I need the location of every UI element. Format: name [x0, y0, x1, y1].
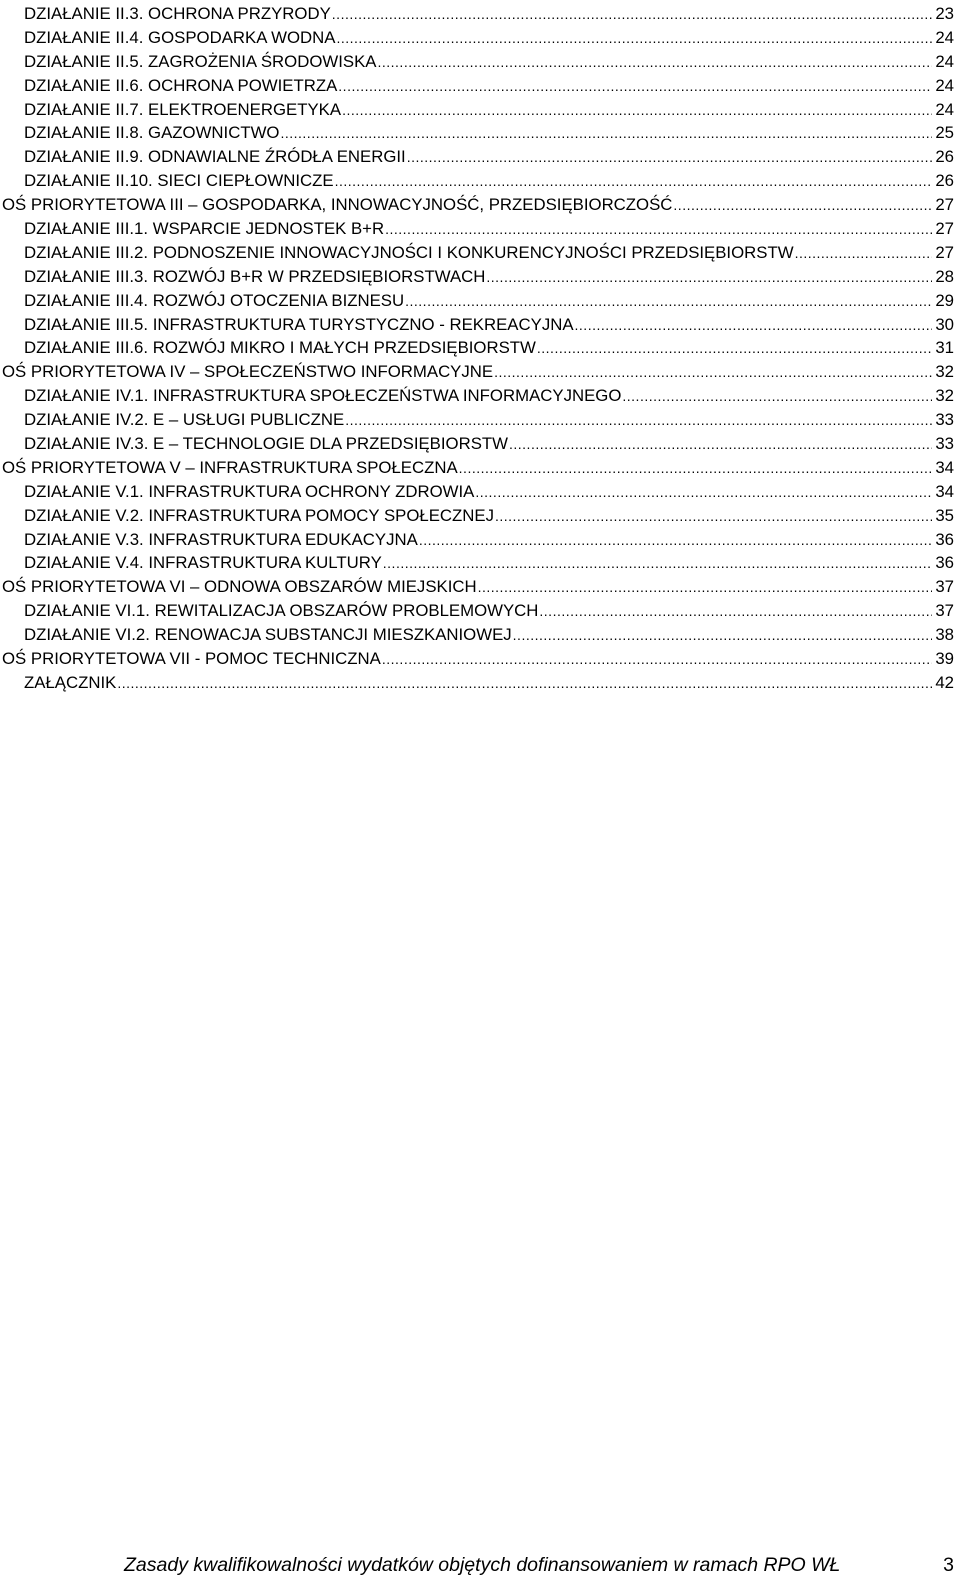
toc-dot-leader — [673, 194, 932, 218]
toc-dot-leader — [539, 600, 932, 624]
toc-dot-leader — [405, 290, 932, 314]
toc-entry-title: DZIAŁANIE III.5. INFRASTRUKTURA TURYSTYCZNO - REKREACYJNA — [24, 314, 574, 334]
toc-dot-leader — [495, 505, 932, 529]
toc-entry-page: 24 — [935, 99, 954, 119]
toc-entry-title: OŚ PRIORYTETOWA VII - POMOC TECHNICZNA — [2, 649, 381, 669]
toc-entry-title: DZIAŁANIE V.2. INFRASTRUKTURA POMOCY SPOŁECZNEJ — [24, 505, 494, 525]
toc-entry[interactable] — [2, 98, 954, 122]
page-footer — [0, 1554, 960, 1584]
toc-dot-leader — [622, 385, 932, 409]
toc-entry-title: OŚ PRIORYTETOWA V – INFRASTRUKTURA SPOŁECZNA — [2, 457, 458, 477]
toc-entry-title: DZIAŁANIE II.4. GOSPODARKA WODNA — [24, 27, 336, 47]
toc-dot-leader — [513, 624, 933, 648]
toc-entry-page: 37 — [935, 577, 954, 597]
toc-dot-leader — [342, 99, 932, 123]
toc-entry-page: 24 — [935, 27, 954, 47]
toc-entry-title: DZIAŁANIE II.5. ZAGROŻENIA ŚRODOWISKA — [24, 51, 377, 71]
toc-entry-title: DZIAŁANIE IV.3. E – TECHNOLOGIE DLA PRZEDSIĘBIORSTW — [24, 434, 508, 454]
toc-entry-page: 27 — [935, 195, 954, 215]
footer-text: Zasady kwalifikowalności wydatków objętych dofinansowaniem w ramach RPO WŁ — [124, 1554, 841, 1576]
toc-entry[interactable] — [2, 384, 954, 408]
toc-dot-leader — [537, 337, 932, 361]
toc-entry-page: 37 — [935, 601, 954, 621]
toc-entry-page: 23 — [935, 4, 954, 23]
toc-dot-leader — [459, 457, 933, 481]
toc-entry-title: DZIAŁANIE III.2. PODNOSZENIE INNOWACYJNOŚCI I KONKURENCYJNOŚCI PRZEDSIĘBIORSTW — [24, 242, 794, 262]
toc-entry[interactable] — [2, 265, 954, 289]
toc-entry-title: DZIAŁANIE II.8. GAZOWNICTWO — [24, 123, 280, 143]
toc-entry[interactable] — [2, 599, 954, 623]
toc-dot-leader — [509, 433, 932, 457]
toc-entry[interactable] — [2, 50, 954, 74]
toc-entry[interactable] — [2, 575, 954, 599]
toc-entry-title: DZIAŁANIE V.4. INFRASTRUKTURA KULTURY — [24, 553, 382, 573]
toc-dot-leader — [382, 648, 932, 672]
toc-entry[interactable] — [2, 480, 954, 504]
toc-dot-leader — [117, 672, 932, 696]
toc-entry-title: OŚ PRIORYTETOWA III – GOSPODARKA, INNOWACYJNOŚĆ, PRZEDSIĘBIORCZOŚĆ — [2, 195, 673, 215]
toc-entry[interactable] — [2, 2, 954, 26]
toc-entry-title: OŚ PRIORYTETOWA VI – ODNOWA OBSZARÓW MIEJSKICH — [2, 577, 477, 597]
toc-entry-page: 33 — [935, 434, 954, 454]
toc-entry[interactable] — [2, 671, 954, 695]
toc-dot-leader — [338, 75, 932, 99]
toc-entry[interactable] — [2, 217, 954, 241]
toc-entry-page: 34 — [935, 481, 954, 501]
toc-entry[interactable] — [2, 336, 954, 360]
toc-entry[interactable] — [2, 313, 954, 337]
toc-dot-leader — [575, 314, 933, 338]
toc-dot-leader — [377, 51, 932, 75]
toc-dot-leader — [795, 242, 933, 266]
toc-entry-page: 33 — [935, 410, 954, 430]
toc-entry[interactable] — [2, 432, 954, 456]
toc-dot-leader — [280, 122, 932, 146]
toc-entry-title: DZIAŁANIE III.4. ROZWÓJ OTOCZENIA BIZNESU — [24, 290, 405, 310]
toc-entry-page: 42 — [935, 672, 954, 692]
toc-entry-page: 38 — [935, 625, 954, 645]
toc-dot-leader — [383, 552, 933, 576]
toc-entry[interactable] — [2, 121, 954, 145]
table-of-contents — [2, 2, 954, 695]
toc-entry-title: DZIAŁANIE II.3. OCHRONA PRZYRODY — [24, 4, 331, 23]
toc-dot-leader — [407, 146, 933, 170]
toc-entry-title: DZIAŁANIE IV.2. E – USŁUGI PUBLICZNE — [24, 410, 345, 430]
toc-entry[interactable] — [2, 360, 954, 384]
toc-dot-leader — [385, 218, 932, 242]
toc-entry-title: DZIAŁANIE V.1. INFRASTRUKTURA OCHRONY ZDROWIA — [24, 481, 475, 501]
toc-dot-leader — [486, 266, 932, 290]
toc-entry[interactable] — [2, 193, 954, 217]
toc-entry-page: 25 — [935, 123, 954, 143]
toc-entry-title: DZIAŁANIE II.6. OCHRONA POWIETRZA — [24, 75, 338, 95]
toc-entry-page: 24 — [935, 51, 954, 71]
toc-entry[interactable] — [2, 26, 954, 50]
toc-entry-page: 36 — [935, 553, 954, 573]
toc-entry-title: DZIAŁANIE VI.1. REWITALIZACJA OBSZARÓW PROBLEMOWYCH — [24, 601, 539, 621]
toc-entry-title: DZIAŁANIE V.3. INFRASTRUKTURA EDUKACYJNA — [24, 529, 418, 549]
toc-dot-leader — [345, 409, 932, 433]
toc-dot-leader — [478, 576, 933, 600]
toc-entry-page: 32 — [935, 362, 954, 382]
toc-dot-leader — [494, 361, 932, 385]
toc-entry-page: 29 — [935, 290, 954, 310]
toc-entry[interactable] — [2, 551, 954, 575]
toc-entry[interactable] — [2, 169, 954, 193]
toc-entry[interactable] — [2, 647, 954, 671]
toc-entry-page: 27 — [935, 219, 954, 239]
toc-entry-page: 26 — [935, 147, 954, 167]
toc-entry[interactable] — [2, 145, 954, 169]
toc-entry-page: 34 — [935, 457, 954, 477]
toc-entry[interactable] — [2, 74, 954, 98]
toc-entry-page: 24 — [935, 75, 954, 95]
toc-dot-leader — [475, 481, 932, 505]
toc-entry-title: ZAŁĄCZNIK — [24, 672, 117, 692]
toc-entry-title: DZIAŁANIE III.6. ROZWÓJ MIKRO I MAŁYCH PRZEDSIĘBIORSTW — [24, 338, 536, 358]
toc-entry-title: DZIAŁANIE IV.1. INFRASTRUKTURA SPOŁECZEŃSTWA INFORMACYJNEGO — [24, 386, 622, 406]
toc-entry-title: DZIAŁANIE III.3. ROZWÓJ B+R W PRZEDSIĘBIORSTWACH — [24, 266, 486, 286]
toc-dot-leader — [332, 3, 933, 27]
toc-entry[interactable] — [2, 528, 954, 552]
toc-entry-page: 35 — [935, 505, 954, 525]
toc-entry-title: DZIAŁANIE II.10. SIECI CIEPŁOWNICZE — [24, 171, 334, 191]
toc-entry[interactable] — [2, 504, 954, 528]
toc-entry-title: DZIAŁANIE II.7. ELEKTROENERGETYKA — [24, 99, 342, 119]
toc-dot-leader — [419, 529, 933, 553]
toc-dot-leader — [336, 27, 932, 51]
footer-page-number: 3 — [943, 1554, 954, 1576]
toc-entry-title: DZIAŁANIE II.9. ODNAWIALNE ŹRÓDŁA ENERGII — [24, 147, 406, 167]
toc-entry-page: 39 — [935, 649, 954, 669]
toc-entry[interactable] — [2, 408, 954, 432]
toc-entry-page: 36 — [935, 529, 954, 549]
toc-entry[interactable] — [2, 241, 954, 265]
toc-entry-page: 30 — [935, 314, 954, 334]
toc-entry-page: 27 — [935, 242, 954, 262]
toc-entry[interactable] — [2, 456, 954, 480]
toc-entry-title: DZIAŁANIE VI.2. RENOWACJA SUBSTANCJI MIESZKANIOWEJ — [24, 625, 512, 645]
toc-entry-title: OŚ PRIORYTETOWA IV – SPOŁECZEŃSTWO INFORMACYJNE — [2, 362, 494, 382]
toc-entry[interactable] — [2, 623, 954, 647]
toc-entry-title: DZIAŁANIE III.1. WSPARCIE JEDNOSTEK B+R — [24, 219, 385, 239]
toc-entry-page: 32 — [935, 386, 954, 406]
toc-entry-page: 31 — [935, 338, 954, 358]
toc-entry-page: 28 — [935, 266, 954, 286]
toc-entry-page: 26 — [935, 171, 954, 191]
toc-entry[interactable] — [2, 289, 954, 313]
toc-dot-leader — [335, 170, 933, 194]
